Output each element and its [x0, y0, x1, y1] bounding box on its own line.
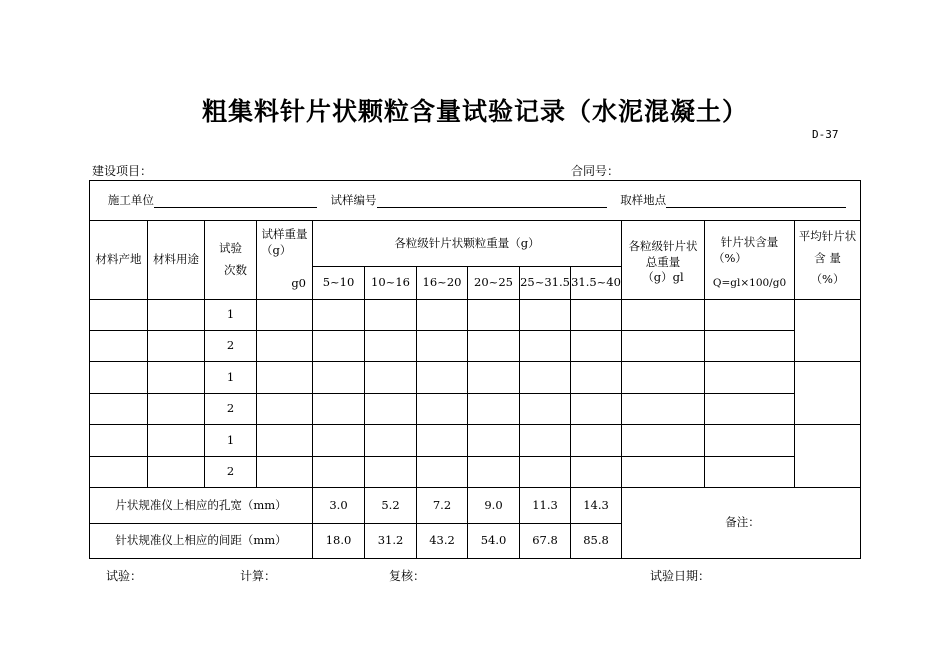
- table-row: [90, 362, 861, 394]
- data-cell[interactable]: [520, 362, 571, 394]
- data-cell[interactable]: [257, 457, 313, 488]
- table-row: [90, 425, 861, 457]
- data-cell[interactable]: [571, 425, 622, 457]
- unit-field[interactable]: [154, 195, 317, 208]
- table-row: [90, 457, 861, 488]
- data-cell[interactable]: [705, 394, 795, 425]
- project-label: 建设项目：: [92, 164, 153, 178]
- sample-no-field[interactable]: [377, 195, 607, 208]
- data-cell[interactable]: [313, 425, 365, 457]
- origin-cell[interactable]: [90, 362, 148, 394]
- col-content-line2: （%）: [713, 250, 747, 265]
- data-cell[interactable]: [365, 331, 417, 362]
- data-cell[interactable]: [417, 362, 468, 394]
- data-cell[interactable]: [257, 425, 313, 457]
- col-content: [705, 221, 795, 300]
- size-20-25: 20~25: [468, 267, 520, 300]
- data-cell[interactable]: [313, 331, 365, 362]
- trial-number: 2: [205, 394, 257, 425]
- data-cell[interactable]: [365, 457, 417, 488]
- gauge-value: 14.3: [571, 488, 622, 524]
- data-cell[interactable]: [417, 457, 468, 488]
- data-cell[interactable]: [705, 331, 795, 362]
- data-cell[interactable]: [705, 362, 795, 394]
- gauge-row-flaky: [90, 488, 861, 524]
- table-row: [90, 300, 861, 331]
- gauge-value: 54.0: [468, 524, 520, 559]
- col-sample-weight: [257, 221, 313, 300]
- col-origin: 材料产地: [90, 221, 148, 300]
- col-test-count: [205, 221, 257, 300]
- origin-cell[interactable]: [90, 425, 148, 457]
- data-cell[interactable]: [468, 300, 520, 331]
- average-cell[interactable]: [795, 362, 861, 425]
- data-cell[interactable]: [365, 425, 417, 457]
- data-cell[interactable]: [417, 331, 468, 362]
- data-cell[interactable]: [468, 394, 520, 425]
- data-cell[interactable]: [257, 300, 313, 331]
- col-usage: 材料用途: [148, 221, 205, 300]
- data-cell[interactable]: [571, 457, 622, 488]
- col-content-line1: 针片状含量: [720, 235, 779, 249]
- data-cell[interactable]: [622, 394, 705, 425]
- table-row: [90, 394, 861, 425]
- data-cell[interactable]: [520, 331, 571, 362]
- origin-cell[interactable]: [90, 300, 148, 331]
- data-cell[interactable]: [468, 331, 520, 362]
- location-field[interactable]: [666, 195, 846, 208]
- data-cell[interactable]: [520, 457, 571, 488]
- table-row: [90, 331, 861, 362]
- data-cell[interactable]: [313, 362, 365, 394]
- data-cell[interactable]: [417, 425, 468, 457]
- data-cell[interactable]: [365, 394, 417, 425]
- col-sample-weight-line1: 试样重量: [261, 227, 308, 241]
- data-cell[interactable]: [468, 457, 520, 488]
- reviewer-label: 复核：: [389, 569, 426, 583]
- data-cell[interactable]: [520, 394, 571, 425]
- col-test-count-line1: 试验: [219, 241, 242, 256]
- gauge-value: 67.8: [520, 524, 571, 559]
- size-25-31.5: 25~31.5: [520, 267, 571, 300]
- origin-cell[interactable]: [90, 457, 148, 488]
- gauge-value: 3.0: [313, 488, 365, 524]
- data-cell[interactable]: [313, 300, 365, 331]
- sample-no-label: 试样编号: [330, 192, 377, 207]
- gauge-value: 9.0: [468, 488, 520, 524]
- data-cell[interactable]: [622, 457, 705, 488]
- calculator-label: 计算：: [240, 569, 277, 583]
- test-date-label: 试验日期：: [650, 569, 711, 583]
- col-total-line3: （g）gl: [642, 270, 684, 285]
- data-cell[interactable]: [257, 362, 313, 394]
- col-sample-weight-line2: （g）: [261, 242, 292, 257]
- col-sample-weight-line3: g0: [291, 276, 306, 291]
- data-cell[interactable]: [622, 425, 705, 457]
- usage-cell[interactable]: [148, 300, 205, 331]
- location-label: 取样地点: [620, 192, 667, 207]
- data-cell[interactable]: [417, 394, 468, 425]
- trial-number: 1: [205, 300, 257, 331]
- remarks-cell[interactable]: [622, 488, 861, 559]
- col-average: [795, 221, 861, 300]
- col-total-line2: 总重量: [645, 254, 681, 269]
- col-test-count-line2: 次数: [224, 263, 247, 277]
- col-average-line2: 含 量: [814, 250, 841, 265]
- trial-number: 2: [205, 457, 257, 488]
- data-cell[interactable]: [622, 331, 705, 362]
- usage-cell[interactable]: [148, 331, 205, 362]
- gauge-label-flaky: 片状规准仪上相应的孔宽（mm）: [90, 488, 313, 524]
- usage-cell[interactable]: [148, 394, 205, 425]
- usage-cell[interactable]: [148, 457, 205, 488]
- col-total-line1: 各粒级针片状: [628, 239, 698, 253]
- col-average-line1: 平均针片状: [798, 229, 857, 243]
- size-31.5-40: 31.5~40: [571, 267, 622, 300]
- unit-label: 施工单位: [107, 192, 154, 207]
- gauge-value: 85.8: [571, 524, 622, 559]
- col-content-line3: Q=gl×100/g0: [712, 277, 787, 290]
- average-cell[interactable]: [795, 425, 861, 488]
- trial-number: 1: [205, 425, 257, 457]
- average-cell[interactable]: [795, 300, 861, 362]
- contract-label: 合同号：: [571, 164, 620, 178]
- origin-cell[interactable]: [90, 394, 148, 425]
- trial-number: 2: [205, 331, 257, 362]
- data-cell[interactable]: [313, 394, 365, 425]
- data-cell[interactable]: [365, 300, 417, 331]
- col-fraction-weight: 各粒级针片状颗粒重量（g）: [313, 221, 622, 267]
- gauge-value: 7.2: [417, 488, 468, 524]
- gauge-value: 43.2: [417, 524, 468, 559]
- data-cell[interactable]: [571, 362, 622, 394]
- col-total-weight: [622, 221, 705, 300]
- data-cell[interactable]: [571, 300, 622, 331]
- gauge-label-elongated: 针状规准仪上相应的间距（mm）: [90, 524, 313, 559]
- data-cell[interactable]: [257, 331, 313, 362]
- usage-cell[interactable]: [148, 425, 205, 457]
- info-row: [90, 181, 861, 221]
- origin-cell[interactable]: [90, 331, 148, 362]
- data-cell[interactable]: [705, 425, 795, 457]
- data-cell[interactable]: [571, 394, 622, 425]
- data-cell[interactable]: [705, 300, 795, 331]
- tester-label: 试验：: [106, 569, 143, 583]
- gauge-value: 31.2: [365, 524, 417, 559]
- data-cell[interactable]: [571, 331, 622, 362]
- size-5-10: 5~10: [313, 267, 365, 300]
- remarks-label: 备注：: [725, 515, 760, 530]
- form-code: D-37: [812, 128, 839, 141]
- col-average-line3: （%）: [810, 272, 845, 287]
- data-cell[interactable]: [365, 362, 417, 394]
- data-cell[interactable]: [622, 300, 705, 331]
- data-cell[interactable]: [622, 362, 705, 394]
- gauge-value: 5.2: [365, 488, 417, 524]
- data-cell[interactable]: [257, 394, 313, 425]
- data-cell[interactable]: [705, 457, 795, 488]
- data-cell[interactable]: [520, 425, 571, 457]
- size-10-16: 10~16: [365, 267, 417, 300]
- record-table: [89, 180, 861, 559]
- data-cell[interactable]: [417, 300, 468, 331]
- data-cell[interactable]: [468, 425, 520, 457]
- gauge-value: 18.0: [313, 524, 365, 559]
- gauge-value: 11.3: [520, 488, 571, 524]
- usage-cell[interactable]: [148, 362, 205, 394]
- trial-number: 1: [205, 362, 257, 394]
- size-16-20: 16~20: [417, 267, 468, 300]
- data-cell[interactable]: [520, 300, 571, 331]
- page-title: 粗集料针片状颗粒含量试验记录（水泥混凝土）: [201, 97, 748, 126]
- data-cell[interactable]: [468, 362, 520, 394]
- data-cell[interactable]: [313, 457, 365, 488]
